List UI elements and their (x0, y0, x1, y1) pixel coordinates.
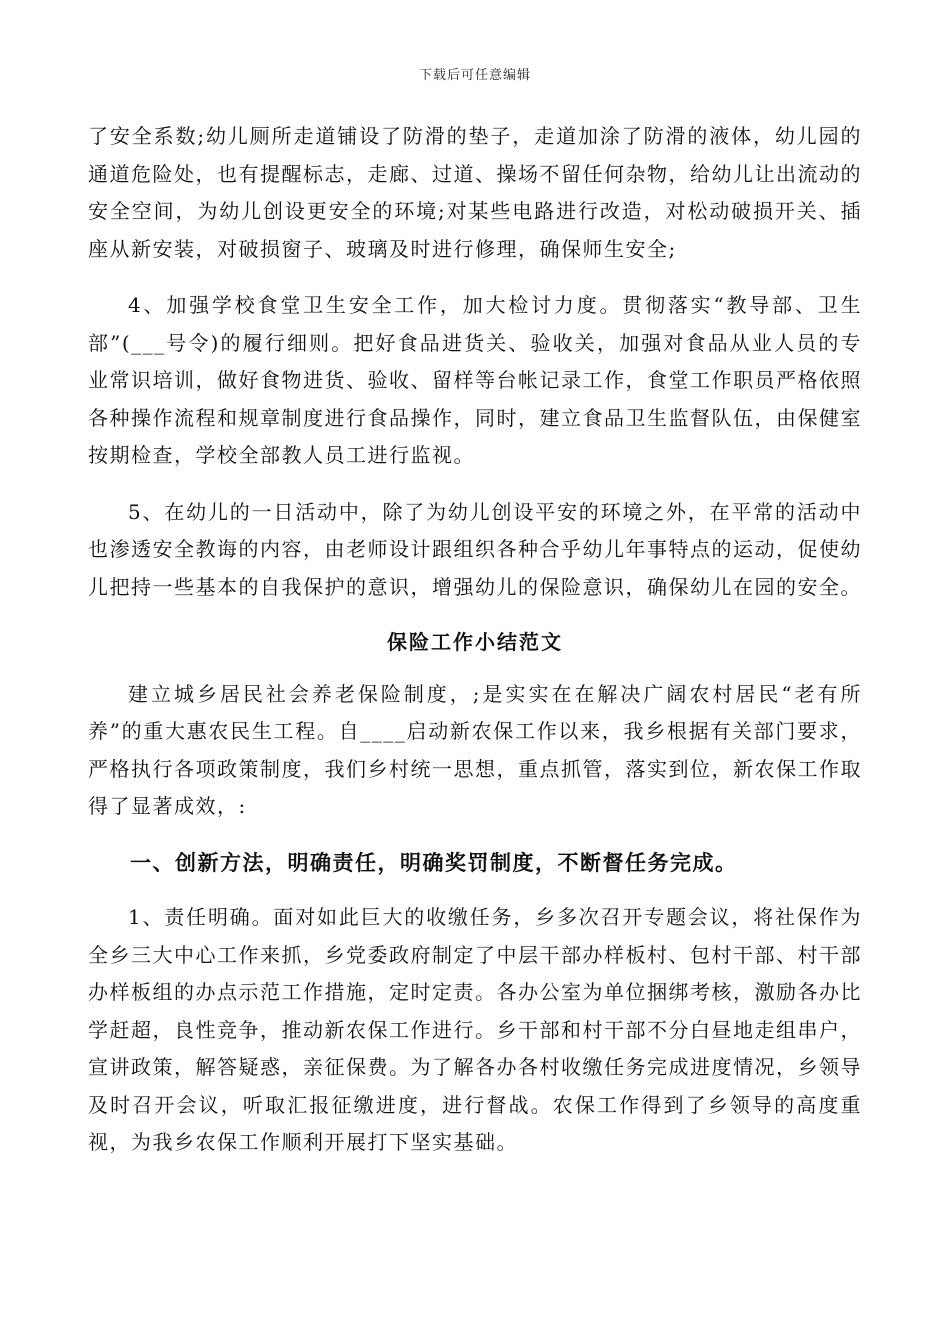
paragraph-continued: 了安全系数;幼儿厕所走道铺设了防滑的垫子，走道加涂了防滑的液体，幼儿园的通道危险处，也有提醒标志，走廊、过道、操场不留任何杂物，给幼儿让出流动的安全空间，为幼儿创设更安全的环境;对某些电路进行改造，对松动破损开关、插座从新安装，对破损窗子、玻璃及时进行修理，确保师生安全; (88, 124, 862, 261)
document-body (88, 118, 862, 1162)
paragraph-intro: 建立城乡居民社会养老保险制度，;是实实在在解决广阔农村居民“老有所养”的重大惠农民生工程。自____启动新农保工作以来，我乡根据有关部门要求，严格执行各项政策制度，我们乡村统一思想，重点抓管，落实到位，新农保工作取得了显著成效，: (88, 681, 862, 818)
paragraph-section-1-item-1: 1、责任明确。面对如此巨大的收缴任务，乡多次召开专题会议，将社保作为全乡三大中心工作来抓，乡党委政府制定了中层干部办样板村、包村干部、村干部办样板组的办点示范工作措施，定时定责。各办公室为单位捆绑考核，激励各办比学赶超，良性竞争，推动新农保工作进行。乡干部和村干部不分白昼地走组串户，宣讲政策，解答疑惑，亲征保费。为了解各办各村收缴任务完成进度情况，乡领导及时召开会议，听取汇报征缴进度，进行督战。农保工作得到了乡领导的高度重视，为我乡农保工作顺利开展打下坚实基础。 (88, 905, 862, 1154)
page-header-note: 下载后可任意编辑 (418, 68, 531, 83)
paragraph-item-5: 5、在幼儿的一日活动中，除了为幼儿创设平安的环境之外，在平常的活动中也渗透安全教诲的内容，由老师设计跟组织各种合乎幼儿年事特点的运动，促使幼儿把持一些基本的自我保护的意识，增强幼儿的保险意识，确保幼儿在园的安全。 (88, 499, 862, 599)
section-heading-1: 一、创新方法，明确责任，明确奖罚制度，不断督任务完成。 (130, 849, 738, 875)
document-title: 保险工作小结范文 (387, 630, 563, 654)
paragraph-item-4: 4、加强学校食堂卫生安全工作，加大检讨力度。贯彻落实“教导部、卫生部”(___号令)的履行细则。把好食品进货关、验收关，加强对食品从业人员的专业常识培训，做好食物进货、验收、留样等台帐记录工作，食堂工作职员严格依照各种操作流程和规章制度进行食品操作，同时，建立食品卫生监督队伍，由保健室按期检查，学校全部教人员工进行监视。 (88, 293, 862, 467)
